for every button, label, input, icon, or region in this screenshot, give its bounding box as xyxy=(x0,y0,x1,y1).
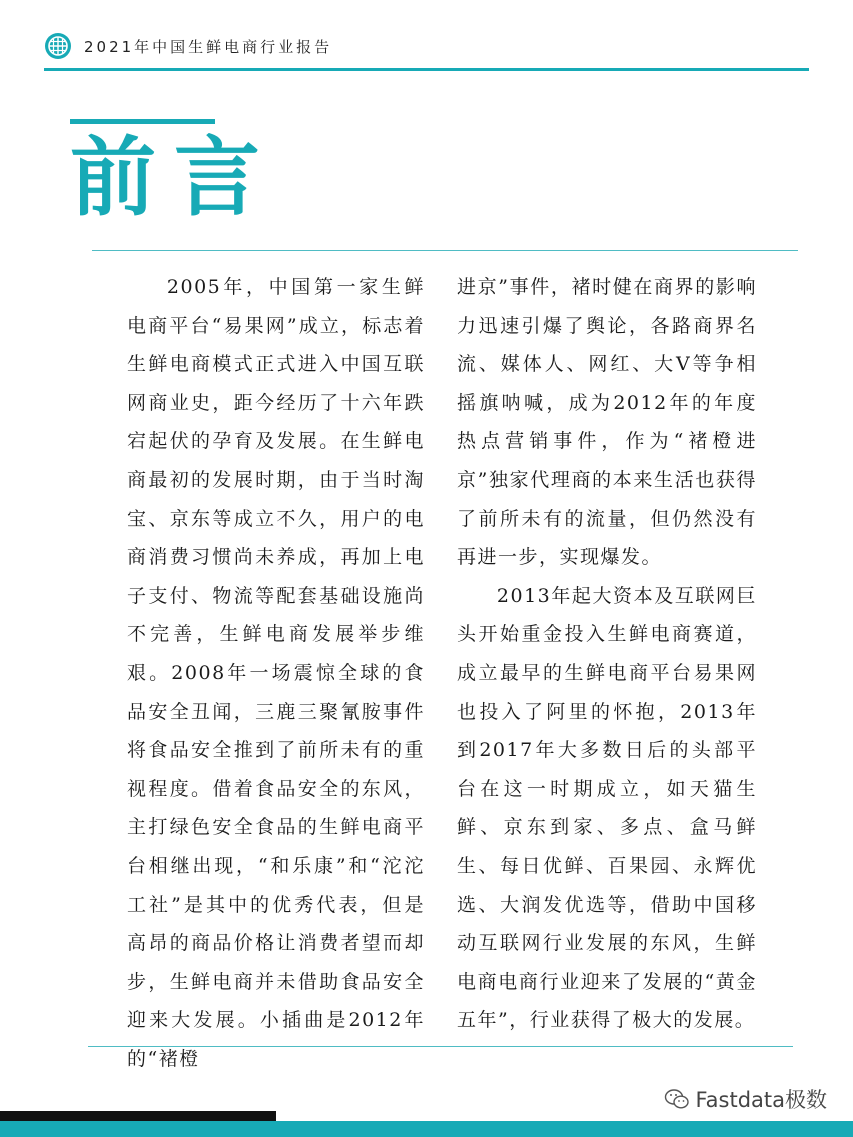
left-column xyxy=(127,268,425,1078)
header-divider xyxy=(44,68,809,71)
wechat-icon xyxy=(664,1087,690,1111)
watermark-text: Fastdata极数 xyxy=(695,1088,827,1112)
footer-black-bar xyxy=(0,1111,276,1121)
content-top-divider xyxy=(92,250,798,251)
title-accent-bar xyxy=(70,119,215,124)
paragraph: 进京”事件，褚时健在商界的影响力迅速引爆了舆论，各路商界名流、媒体人、网红、大V等争相摇旗呐喊，成为2012年的年度热点营销事件，作为“褚橙进京”独家代理商的本来生活也获得了前所未有的流量，但仍然没有再进一步，实现爆发。 xyxy=(457,276,757,569)
content-bottom-divider xyxy=(88,1046,793,1047)
paragraph: 2013年起大资本及互联网巨头开始重金投入生鲜电商赛道，成立最早的生鲜电商平台易果网也投入了阿里的怀抱，2013年到2017年大多数日后的头部平台在这一时期成立，如天猫生鲜、京东到家、多点、盒马鲜生、每日优鲜、百果园、永辉优选、大润发优选等，借助中国移动互联网行业发展的东风，生鲜电商电商行业迎来了发展的“黄金五年”，行业获得了极大的发展。 xyxy=(457,584,757,1032)
right-column xyxy=(457,268,757,1040)
globe-grid-icon xyxy=(44,32,72,60)
page-title: 前言 xyxy=(70,128,278,228)
watermark xyxy=(664,1084,828,1114)
paragraph: 2005年，中国第一家生鲜电商平台“易果网”成立，标志着生鲜电商模式正式进入中国互联网商业史，距今经历了十六年跌宕起伏的孕育及发展。在生鲜电商最初的发展时期，由于当时淘宝、京东等成立不久，用户的电商消费习惯尚未养成，再加上电子支付、物流等配套基础设施尚不完善，生鲜电商发展举步维艰。2008年一场震惊全球的食品安全丑闻，三鹿三聚氰胺事件将食品安全推到了前所未有的重视程度。借着食品安全的东风，主打绿色安全食品的生鲜电商平台相继出现，“和乐康”和“沱沱工社”是其中的优秀代表，但是高昂的商品价格让消费者望而却步，生鲜电商并未借助食品安全迎来大发展。小插曲是2012年的“褚橙 xyxy=(127,276,425,1070)
report-title: 2021年中国生鲜电商行业报告 xyxy=(84,38,333,56)
footer-teal-bar xyxy=(0,1121,853,1137)
